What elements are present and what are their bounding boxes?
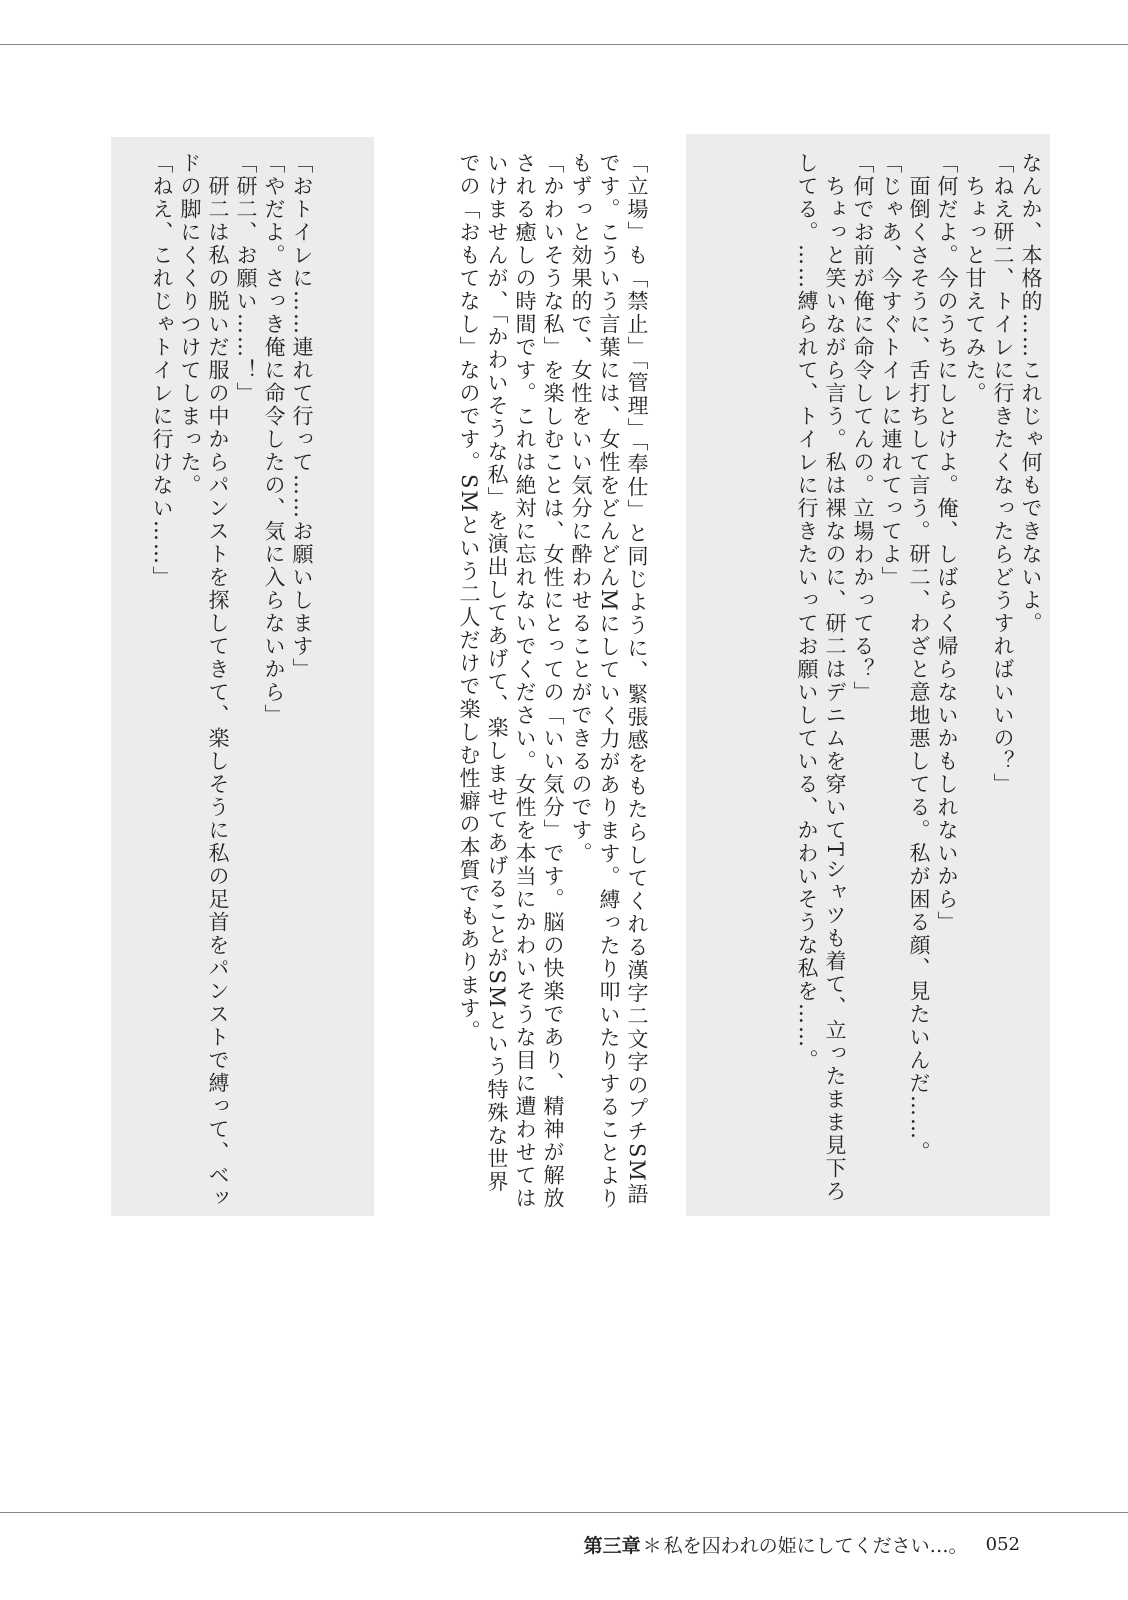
paragraph: 「おトイレに……連れて行って……お願いします」 — [290, 152, 314, 681]
body-column-middle — [455, 152, 651, 1212]
paragraph: 研二は私の脱いだ服の中からパンストを探してきて、楽しそうに私の足首をパンストで縛って、ベッドの脚にくくりつけてしまった。 — [178, 152, 230, 1210]
paragraph: なんか、本格的……これじゃ何もできないよ。 — [1019, 152, 1043, 635]
paragraph: 面倒くさそうに、舌打ちして言う。研二、わざと意地悪してる。私が困る顔、見たいんだ……。 — [907, 152, 931, 1164]
chapter-title: 私を囚われの姫にしてください…。 — [663, 1534, 968, 1557]
paragraph: 「何でお前が俺に命令してんの。立場わかってる？」 — [851, 152, 875, 704]
paragraph: 「やだよ。さっき俺に命令したの、気に入らないから」 — [262, 152, 286, 727]
paragraph: 「じゃあ、今すぐトイレに連れてってよ」 — [879, 152, 903, 589]
paragraph: 「何だよ。今のうちにしとけよ。俺、しばらく帰らないかもしれないから」 — [935, 152, 959, 934]
paragraph: 「かわいそうな私」を楽しむことは、女性にとっての「いい気分」です。脳の快楽であり、精神が解放される癒しの時間です。これは絶対に忘れないでください。女性を本当にかわいそうな目に遭わせてはいけませんが、「かわいそうな私」を演出してあげて、楽しませてあげることがSMという特殊な世界での「おもてなし」なのです。SMという二人だけで楽しむ性癖の本質でもあります。 — [457, 152, 565, 1210]
paragraph: 「立場」も「禁止」「管理」「奉仕」と同じように、緊張感をもたらしてくれる漢字二文字のプチSM語です。こういう言葉には、女性をどんどんMにしていく力があります。縛ったり叩いたりすることよりもずっと効果的で、女性をいい気分に酔わせることができるのです。 — [569, 152, 649, 1211]
running-head — [584, 1531, 968, 1558]
paragraph: ちょっと笑いながら言う。私は裸なのに、研二はデニムを穿いてTシャツも着て、立ったまま見下ろしてる。……縛られて、トイレに行きたいってお願いしている、かわいそうな私を……。 — [795, 152, 847, 1204]
dialogue-column-left — [148, 152, 316, 1212]
dialogue-column-right — [793, 152, 1045, 1212]
paragraph: ちょっと甘えてみた。 — [963, 152, 987, 405]
page-footer — [584, 1530, 1020, 1558]
paragraph: 「ねえ、これじゃトイレに行けない……」 — [150, 152, 174, 589]
paragraph: 「研二、お願い……！」 — [234, 152, 258, 405]
top-rule — [0, 44, 1128, 45]
chapter-label: 第三章 — [583, 1534, 641, 1557]
separator-mark: ＊ — [642, 1534, 662, 1557]
paragraph: 「ねえ研二、トイレに行きたくなったらどうすればいいの？」 — [991, 152, 1015, 796]
page-number: 052 — [985, 1533, 1020, 1555]
bottom-rule — [0, 1512, 1128, 1513]
